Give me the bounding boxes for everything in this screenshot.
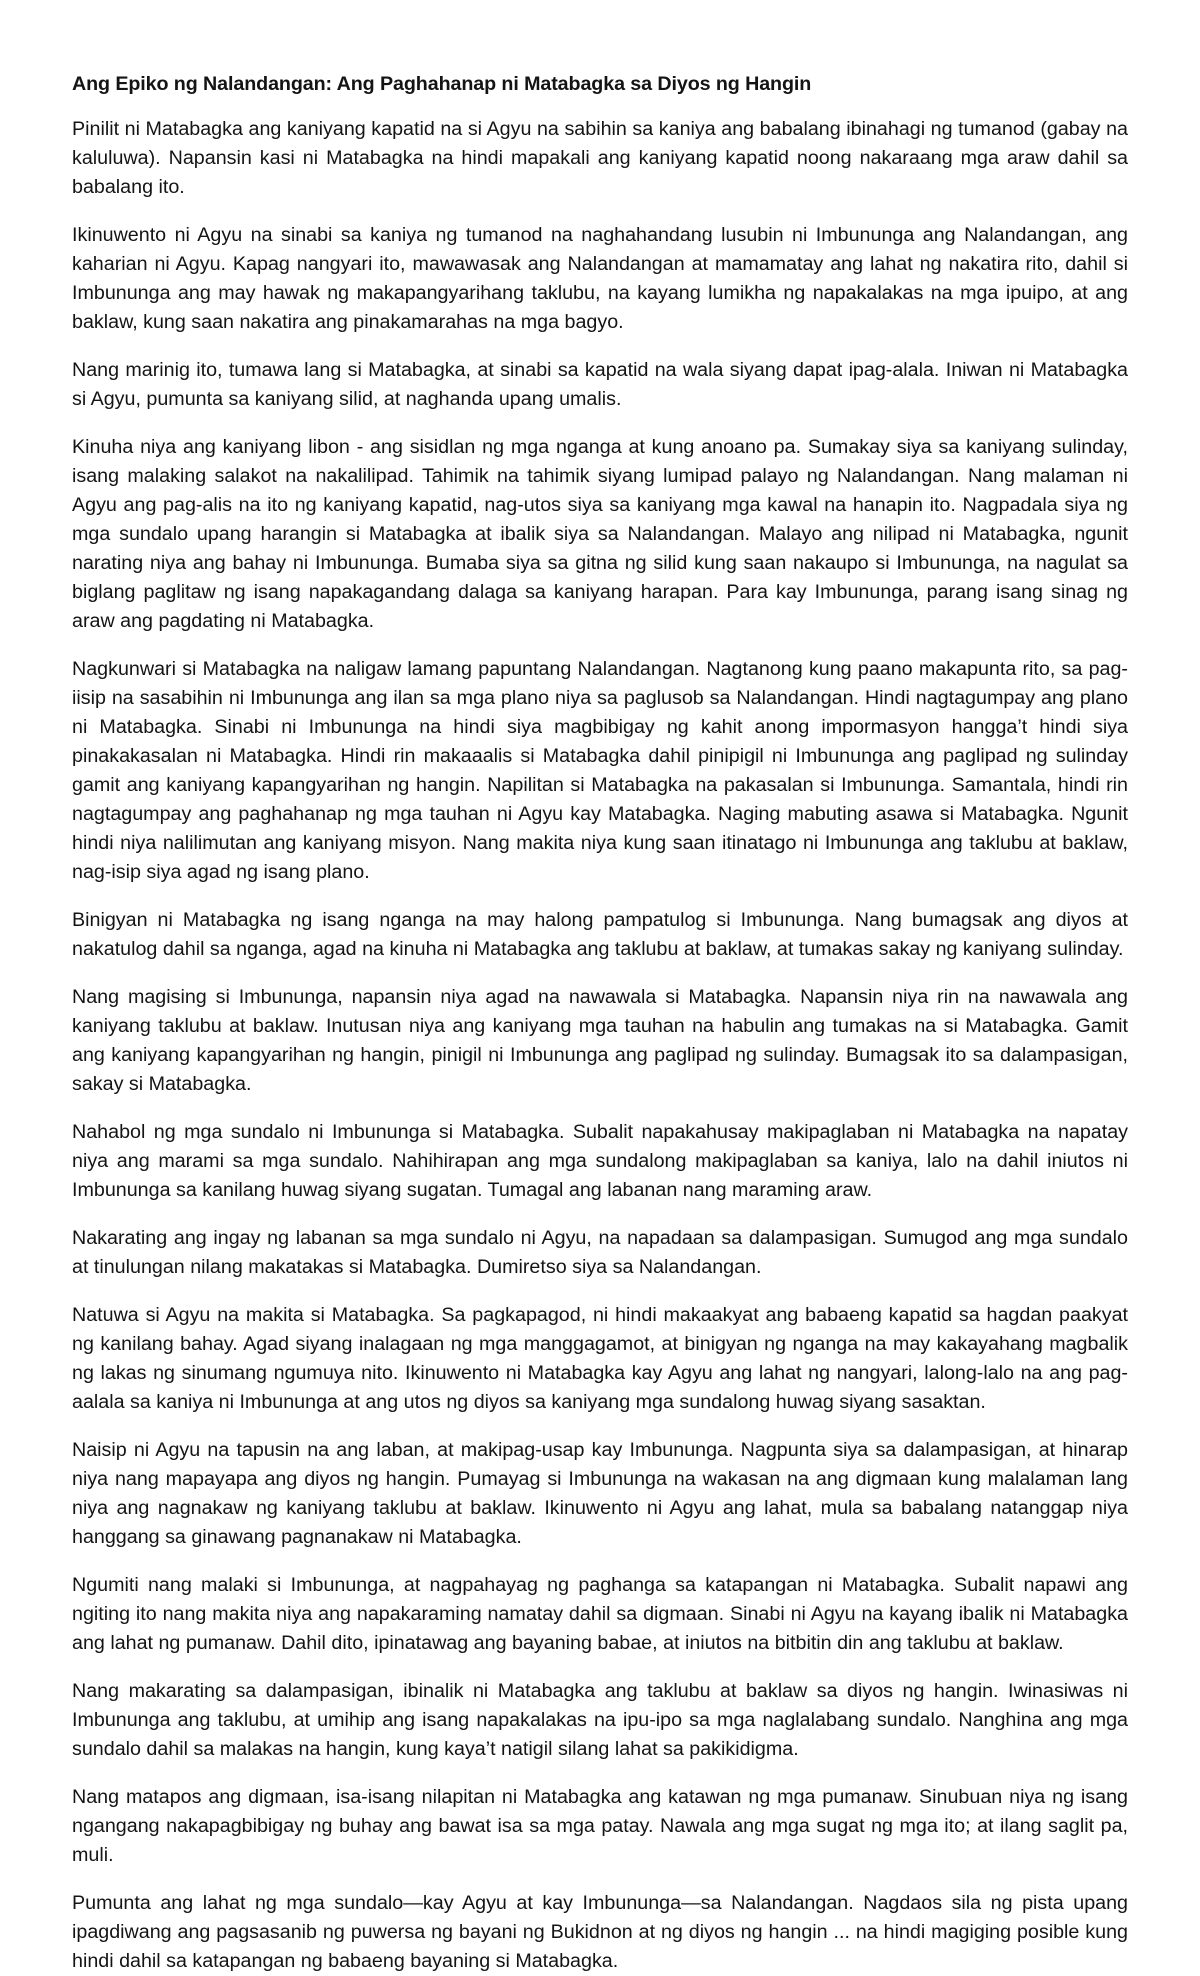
paragraph: Nahabol ng mga sundalo ni Imbununga si Matabagka. Subalit napakahusay makipaglaban ni Matabagka na napatay niya ang marami sa mga sundalo. Nahihirapan ang mga sundalong makipaglaban sa kaniya, lalo na dahil iniutos ni Imbununga sa kanilang huwag siyang sugatan. Tumagal ang labanan nang maraming araw. bbox=[72, 1121, 1128, 1201]
paragraph: Nang marinig ito, tumawa lang si Matabagka, at sinabi sa kapatid na wala siyang dapat ipag-alala. Iniwan ni Matabagka si Agyu, pumunta sa kaniyang silid, at naghanda upang umalis. bbox=[72, 359, 1128, 410]
paragraph: Nang makarating sa dalampasigan, ibinalik ni Matabagka ang taklubu at baklaw sa diyos ng hangin. Iwinasiwas ni Imbununga ang taklubu, at umihip ang isang napakalakas na ipu-ipo sa mga naglalabang sundalo. Nanghina ang mga sundalo dahil sa malakas na hangin, kung kaya’t natigil silang lahat sa pakikidigma. bbox=[72, 1680, 1128, 1760]
paragraph: Pinilit ni Matabagka ang kaniyang kapatid na si Agyu na sabihin sa kaniya ang babalang ibinahagi ng tumanod (gabay na kaluluwa). Napansin kasi ni Matabagka na hindi mapakali ang kaniyang kapatid noong nakaraang mga araw dahil sa babalang ito. bbox=[72, 118, 1128, 198]
paragraph: Binigyan ni Matabagka ng isang nganga na may halong pampatulog si Imbununga. Nang bumagsak ang diyos at nakatulog dahil sa nganga, agad na kinuha ni Matabagka ang taklubu at baklaw, at tumakas sakay ng kaniyang sulinday. bbox=[72, 909, 1128, 960]
paragraph: Nakarating ang ingay ng labanan sa mga sundalo ni Agyu, na napadaan sa dalampasigan. Sumugod ang mga sundalo at tinulungan nilang makatakas si Matabagka. Dumiretso siya sa Nalandangan. bbox=[72, 1227, 1128, 1278]
paragraph: Naisip ni Agyu na tapusin na ang laban, at makipag-usap kay Imbununga. Nagpunta siya sa dalampasigan, at hinarap niya nang mapayapa ang diyos ng hangin. Pumayag si Imbununga na wakasan na ang digmaan kung malalaman lang niya ang nagnakaw ng kaniyang taklubu at baklaw. Ikinuwento ni Agyu ang lahat, mula sa babalang natanggap niya hanggang sa ginawang pagnanakaw ni Matabagka. bbox=[72, 1439, 1128, 1548]
paragraph: Natuwa si Agyu na makita si Matabagka. Sa pagkapagod, ni hindi makaakyat ang babaeng kapatid sa hagdan paakyat ng kanilang bahay. Agad siyang inalagaan ng mga manggagamot, at binigyan ng nganga na may kakayahang magbalik ng lakas ng sinumang ngumuya nito. Ikinuwento ni Matabagka kay Agyu ang lahat ng nangyari, lalong-lalo na ang pag-aalala sa kaniya ni Imbununga at ang utos ng diyos sa kaniyang mga sundalong huwag siyang sasaktan. bbox=[72, 1304, 1128, 1413]
paragraph: Pumunta ang lahat ng mga sundalo—kay Agyu at kay Imbununga—sa Nalandangan. Nagdaos sila ng pista upang ipagdiwang ang pagsasanib ng puwersa ng bayani ng Bukidnon at ng diyos ng hangin ... na hindi magiging posible kung hindi dahil sa katapangan ng babaeng bayaning si Matabagka. bbox=[72, 1892, 1128, 1972]
paragraph: Kinuha niya ang kaniyang libon - ang sisidlan ng mga nganga at kung anoano pa. Sumakay siya sa kaniyang sulinday, isang malaking salakot na nakalilipad. Tahimik na tahimik siyang lumipad palayo ng Nalandangan. Nang malaman ni Agyu ang pag-alis na ito ng kaniyang kapatid, nag-utos siya sa kaniyang mga kawal na hanapin ito. Nagpadala siya ng mga sundalo upang harangin si Matabagka at ibalik siya sa Nalandangan. Malayo ang nilipad ni Matabagka, ngunit narating niya ang bahay ni Imbununga. Bumaba siya sa gitna ng silid kung saan nakaupo si Imbununga, na nagulat sa biglang paglitaw ng isang napakagandang dalaga sa kaniyang harapan. Para kay Imbununga, parang isang sinag ng araw ang pagdating ni Matabagka. bbox=[72, 436, 1128, 632]
paragraph: Ikinuwento ni Agyu na sinabi sa kaniya ng tumanod na naghahandang lusubin ni Imbununga ang Nalandangan, ang kaharian ni Agyu. Kapag nangyari ito, mawawasak ang Nalandangan at mamamatay ang lahat ng nakatira rito, dahil si Imbununga ang may hawak ng makapangyarihang taklubu, na kayang lumikha ng napakalakas na mga ipuipo, at ang baklaw, kung saan nakatira ang pinakamarahas na mga bagyo. bbox=[72, 224, 1128, 333]
paragraph: Ngumiti nang malaki si Imbununga, at nagpahayag ng paghanga sa katapangan ni Matabagka. Subalit napawi ang ngiting ito nang makita niya ang napakaraming namatay dahil sa digmaan. Sinabi ni Agyu na kayang ibalik ni Matabagka ang lahat ng pumanaw. Dahil dito, ipinatawag ang bayaning babae, at iniutos na bitbitin din ang taklubu at baklaw. bbox=[72, 1574, 1128, 1654]
document-title: Ang Epiko ng Nalandangan: Ang Paghahanap ni Matabagka sa Diyos ng Hangin bbox=[72, 73, 812, 95]
paragraph: Nang magising si Imbununga, napansin niya agad na nawawala si Matabagka. Napansin niya rin na nawawala ang kaniyang taklubu at baklaw. Inutusan niya ang kaniyang mga tauhan na habulin ang tumakas na si Matabagka. Gamit ang kaniyang kapangyarihan ng hangin, pinigil ni Imbununga ang paglipad ng sulinday. Bumagsak ito sa dalampasigan, sakay si Matabagka. bbox=[72, 986, 1128, 1095]
document-body bbox=[72, 115, 1128, 1976]
paragraph: Nang matapos ang digmaan, isa-isang nilapitan ni Matabagka ang katawan ng mga pumanaw. Sinubuan niya ng isang ngangang nakapagbibigay ng buhay ang bawat isa sa mga patay. Nawala ang mga sugat ng mga ito; at ilang saglit pa, muli. bbox=[72, 1786, 1128, 1866]
paragraph: Nagkunwari si Matabagka na naligaw lamang papuntang Nalandangan. Nagtanong kung paano makapunta rito, sa pag-iisip na sasabihin ni Imbununga ang ilan sa mga plano niya sa paglusob sa Nalandangan. Hindi nagtagumpay ang plano ni Matabagka. Sinabi ni Imbununga na hindi siya magbibigay ng kahit anong impormasyon hangga’t hindi siya pinakakasalan ni Matabagka. Hindi rin makaaalis si Matabagka dahil pinipigil ni Imbununga ang paglipad ng sulinday gamit ang kaniyang kapangyarihan ng hangin. Napilitan si Matabagka na pakasalan si Imbununga. Samantala, hindi rin nagtagumpay ang paghahanap ng mga tauhan ni Agyu kay Matabagka. Naging mabuting asawa si Matabagka. Ngunit hindi niya nalilimutan ang kaniyang misyon. Nang makita niya kung saan itinatago ni Imbununga ang taklubu at baklaw, nag-isip siya agad ng isang plano. bbox=[72, 658, 1128, 883]
